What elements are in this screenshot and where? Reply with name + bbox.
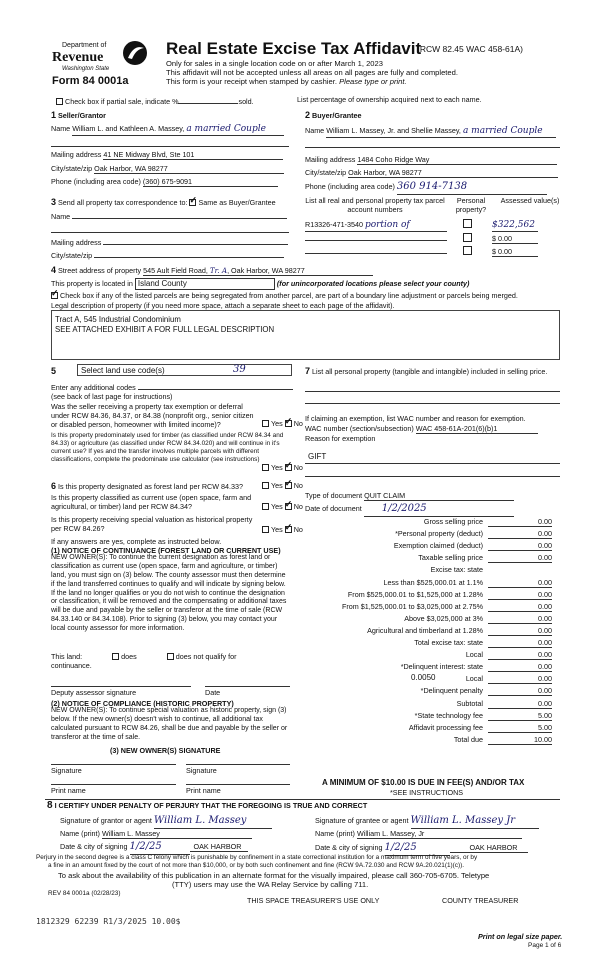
county-row: This property is located in Island County (for unincorporated locations please select your county) [51, 279, 470, 288]
current-use-question: Is this property classified as current use (open space, farm and agricultural, or timber) land per RCW 84.34? [51, 493, 252, 511]
notice2-text: NEW OWNER(S): To continue special valuation as historic property, sign (3) below. If the new owner(s) doesn't wish to continue, all additional tax calculated pursuant to RCW 84.26, shall be due and payable by the seller or transferor at the time of sale. [51, 707, 288, 741]
tax-row-value[interactable]: 5.00 [488, 711, 552, 721]
owner-print-name-label: Print name [51, 786, 86, 795]
certify-statement: 8 I CERTIFY UNDER PENALTY OF PERJURY THAT THE FOREGOING IS TRUE AND CORRECT [47, 800, 368, 811]
timber-yes-no[interactable]: Yes ✓ No [262, 463, 303, 472]
land-use-select[interactable]: Select land use code(s) 39 [77, 364, 292, 376]
form-number: Form 84 0001a [52, 75, 129, 87]
recording-stamp: 1812329 62239 R1/3/2025 10.00$ [36, 917, 181, 926]
tax-row-value[interactable]: 0.00 [488, 553, 552, 563]
personal-property-checkbox[interactable] [463, 233, 472, 242]
notice1-text: NEW OWNER(S): To continue the current designation as forest land or classification as current use (open space, farm and agriculture, or timber) land, you must sign on (3) below. The county assessor must then determine if the land transferred continues to qualify and will indicate by signing below. If the land no longer qualifies or you do not wish to continue the designation or classification, it will be removed and the compensating or additional taxes will be due and payable by the seller or transferor at the time of sale (RCW 84.33.140 or 84.34.108). Prior to signing (3) below, you may contact your local county assessor for more information. [51, 554, 287, 632]
tax-row-value[interactable]: 0.00 [488, 578, 552, 588]
tax-row-label: Total excise tax: state [414, 638, 483, 647]
page-number: Page 1 of 6 [528, 942, 562, 949]
exemption-yes-no[interactable]: Yes ✓ No [262, 419, 303, 428]
tax-row-value[interactable]: 0.00 [488, 541, 552, 551]
perjury-line2: a fine in an amount fixed by the court of not more than $10,000, or by both such confinement and fine (RCW 9A.72.030 and RCW 9A.20.021(1)(c)). [48, 862, 464, 869]
personal-property-checkbox[interactable] [463, 246, 472, 255]
tax-row-label: Exemption claimed (deduct) [393, 541, 483, 551]
seller-phone-field[interactable]: Phone (including area code) (360) 675-9091 [51, 177, 278, 187]
partial-sale-checkbox[interactable] [56, 98, 63, 105]
tax-row-label: *Personal property (deduct) [395, 529, 483, 539]
tax-row-value[interactable]: 0.00 [488, 662, 552, 672]
buyer-name-field[interactable]: Name William L. Massey, Jr. and Shellie Massey, a married Couple [305, 126, 560, 138]
dept-line1: Department of [62, 42, 107, 49]
alt-format-line2: (TTY) users may use the WA Relay Service by calling 711. [172, 880, 369, 889]
dept-line3: Washington State [62, 66, 110, 72]
deputy-signature-label: Deputy assessor signature [51, 688, 137, 697]
tax-row-value[interactable]: 0.00 [488, 626, 552, 636]
revenue-logo-icon [122, 40, 148, 66]
continuance-label: continuance. [51, 661, 92, 670]
parcel-row[interactable]: $ 0.00 [305, 233, 538, 244]
owner-signature-label-2: Signature [186, 766, 217, 775]
tax-row-label: *Delinquent interest: state [400, 662, 483, 672]
same-as-buyer-checkbox[interactable] [189, 199, 196, 206]
county-select[interactable]: Island County [135, 278, 275, 290]
legal-description-box[interactable]: Tract A, 545 Industrial Condominium SEE ATTACHED EXHIBIT A FOR FULL LEGAL DESCRIPTION [51, 310, 560, 360]
notice1-title: (1) NOTICE OF CONTINUANCE (FOREST LAND OR CURRENT USE) [51, 546, 281, 555]
correspondence-row: 3 Send all property tax correspondence to: ✓ Same as Buyer/Grantee [51, 197, 276, 208]
revision-number: REV 84 0001a (02/28/23) [48, 890, 121, 897]
tax-row-label: Above $3,025,000 at 3% [404, 613, 483, 623]
buyer-city-field[interactable]: City/state/zip Oak Harbor, WA 98277 [305, 168, 558, 178]
legal-paper-note: Print on legal size paper. [478, 932, 563, 941]
grantor-date-city-field[interactable]: Date & city of signing 1/2/25 OAK HARBOR [60, 841, 248, 855]
tax-row-label: Less than $525,000.01 at 1.1% [383, 577, 483, 587]
street-address-field[interactable]: 4 Street address of property 545 Ault Field Road, Tr. A, Oak Harbor, WA 98277 [51, 265, 373, 276]
buyer-section-title: 2 Buyer/Grantee [305, 110, 362, 120]
header-line3: This form is your receipt when stamped by cashier. Please type or print. [166, 77, 407, 86]
timber-question: Is this property predominately used for timber (as classified under RCW 84.34 and 84.33) or agriculture (as classified under RCW 84.34.020) and will continue in it's current use? If yes and the transfer involves multiple parcels with different classifications, complete the predominate use calculator (see instructions) [51, 432, 284, 463]
tax-row-value[interactable]: 5.00 [488, 723, 552, 733]
tax-row-value[interactable]: 0.00 [488, 529, 552, 539]
tax-row-label: Gross selling price [423, 517, 483, 526]
tax-row-label: Subtotal [456, 698, 483, 708]
parcels-header-col3: Assessed value(s) [500, 196, 560, 205]
legal-description-label: Legal description of property (if you need more space, attach a separate sheet to each page of the affidavit). [51, 301, 395, 310]
tax-row-value[interactable]: 0.00 [488, 517, 552, 527]
does-not-checkbox[interactable] [167, 653, 174, 660]
dept-line2: Revenue [52, 50, 104, 65]
correspondence-city-field[interactable]: City/state/zip [51, 251, 284, 260]
exemption-claim-label: If claiming an exemption, list WAC number and reason for exemption. [305, 414, 526, 423]
tax-row-label: Local [465, 650, 483, 660]
current-use-yes-no[interactable]: Yes ✓ No [262, 502, 303, 511]
if-yes-note: If any answers are yes, complete as instructed below. [51, 537, 222, 546]
local-rate: 0.0050 [411, 673, 436, 682]
document-date-field[interactable]: Date of document 1/2/2025 [305, 503, 514, 517]
tax-row-label: From $525,000.01 to $1,525,000 at 1.28% [347, 589, 483, 599]
tax-table [305, 517, 560, 747]
does-checkbox[interactable] [112, 653, 119, 660]
seller-name-field[interactable]: Name William L. and Kathleen A. Massey, a married Couple [51, 124, 289, 136]
tax-row-label: Agricultural and timberland at 1.28% [367, 625, 483, 635]
seller-city-field[interactable]: City/state/zip Oak Harbor, WA 98277 [51, 164, 284, 174]
buyer-phone-field[interactable]: Phone (including area code) 360 914-7138 [305, 181, 547, 195]
forest-yes-no[interactable]: Yes ✓ No [262, 481, 303, 490]
grantee-name-field[interactable]: Name (print) William L. Massey, Jr [315, 829, 522, 839]
alt-format-line1: To ask about the availability of this publication in an alternate format for the visually impaired, please call 360-705-6705. Teletype [58, 871, 490, 880]
form-statute: (RCW 82.45 WAC 458-61A) [417, 44, 523, 54]
seller-mailing-field[interactable]: Mailing address 41 NE Midway Blvd, Ste 101 [51, 150, 283, 160]
county-treasurer-label: COUNTY TREASURER [442, 896, 519, 905]
this-land-row: This land: does does not qualify for [51, 652, 237, 661]
header-line1: Only for sales in a single location code on or after March 1, 2023 [166, 59, 383, 68]
reason-value[interactable]: GIFT [308, 452, 327, 461]
forest-question: 6 Is this property designated as forest land per RCW 84.33? [51, 481, 243, 491]
tax-row-label: Total due [453, 734, 483, 744]
tax-row-value[interactable]: 10.00 [488, 735, 552, 745]
tax-row-label: Taxable selling price [418, 553, 483, 563]
additional-codes-field[interactable]: Enter any additional codes [51, 383, 293, 392]
additional-codes-note: (see back of last page for instructions) [51, 392, 173, 401]
tax-row-value[interactable]: 0.00 [488, 699, 552, 709]
grantor-signature-field[interactable]: Signature of grantor or agent William L. Massey [60, 815, 272, 829]
reason-label: Reason for exemption [305, 434, 376, 443]
tax-row-label: Excise tax: state [430, 565, 483, 575]
tax-row-value[interactable]: 0.00 [488, 650, 552, 660]
parcels-header-col1: List all real and personal property tax parcel account numbers [305, 196, 445, 214]
grantee-date-city-field[interactable]: Date & city of signing 1/2/25 OAK HARBOR [315, 842, 528, 856]
perjury-line1: Perjury in the second degree is a class C felony which is punishable by confinement in a state correctional institution for a maximum term of five years, or by [36, 854, 478, 861]
tax-row-label: *State technology fee [414, 710, 483, 720]
historic-yes-no[interactable]: Yes ✓ No [262, 525, 303, 534]
seller-section-title: 1 Seller/Grantor [51, 110, 106, 120]
ownership-pct-note: List percentage of ownership acquired next to each name. [297, 95, 482, 104]
buyer-mailing-field[interactable]: Mailing address 1484 Coho Ridge Way [305, 155, 557, 165]
tax-row-label: *Delinquent penalty [420, 686, 483, 696]
deputy-date-label: Date [205, 688, 221, 697]
tax-row-label: Local [465, 674, 483, 684]
tax-row-label: Affidavit processing fee [408, 722, 483, 732]
parcels-header-col2: Personal property? [455, 196, 487, 214]
tax-row-value[interactable]: 0.00 [488, 602, 552, 612]
owner-print-name-label-2: Print name [186, 786, 221, 795]
segregate-row: ✓Check box if any of the listed parcels are being segregated from another parcel, are part of a boundary line adjustment or parcels being merged. [51, 291, 518, 300]
tax-row-value[interactable]: 0.00 [488, 674, 552, 684]
tax-row-value[interactable]: 0.00 [488, 590, 552, 600]
historic-question: Is this property receiving special valuation as historical property per RCW 84.26? [51, 515, 253, 533]
correspondence-mailing-field[interactable]: Mailing address [51, 238, 288, 247]
personal-property-label: 7 List all personal property (tangible and intangible) included in selling price. [305, 366, 548, 376]
form-title: Real Estate Excise Tax Affidavit [166, 39, 422, 58]
partial-sale-checkbox-row[interactable]: Check box if partial sale, indicate % sold. [56, 97, 254, 106]
grantee-signature-field[interactable]: Signature of grantee or agent William L. Massey Jr [315, 815, 539, 829]
parcel-row[interactable]: R13326-471-3540 portion of $322,562 [305, 219, 538, 232]
segregate-checkbox[interactable] [51, 292, 58, 299]
personal-property-checkbox[interactable] [463, 219, 472, 228]
tax-row-label: From $1,525,000.01 to $3,025,000 at 2.75% [341, 601, 483, 611]
new-owner-signature-title: (3) NEW OWNER(S) SIGNATURE [110, 746, 221, 755]
tax-row-value[interactable]: 0.00 [488, 614, 552, 624]
wac-field[interactable]: WAC number (section/subsection) WAC 458-61A-201(6)(b)1 [305, 424, 538, 434]
see-instructions-note: *SEE INSTRUCTIONS [390, 788, 464, 797]
document-type-field[interactable]: Type of document QUIT CLAIM [305, 491, 514, 501]
tax-row-value[interactable]: 0.00 [488, 638, 552, 648]
minimum-due-note: A MINIMUM OF $10.00 IS DUE IN FEE(S) AND/OR TAX [322, 778, 525, 787]
treasurer-only-label: THIS SPACE TREASURER'S USE ONLY [247, 896, 380, 905]
parcel-row[interactable]: $ 0.00 [305, 246, 538, 257]
notice2-title: (2) NOTICE OF COMPLIANCE (HISTORIC PROPERTY) [51, 699, 234, 708]
exemption-question: Was the seller receiving a property tax exemption or deferral under RCW 84.36, 84.37, or 84.38 (nonprofit org., senior citizen or disabled person, homeowner with limited income)? [51, 402, 254, 429]
tax-row-value[interactable]: 0.00 [488, 686, 552, 696]
correspondence-name-field[interactable]: Name [51, 212, 287, 221]
header-line2: This affidavit will not be accepted unless all areas on all pages are fully and completed. [166, 68, 458, 77]
land-use-row: 5 [51, 366, 57, 376]
grantor-name-field[interactable]: Name (print) William L. Massey [60, 829, 252, 839]
owner-signature-label: Signature [51, 766, 82, 775]
